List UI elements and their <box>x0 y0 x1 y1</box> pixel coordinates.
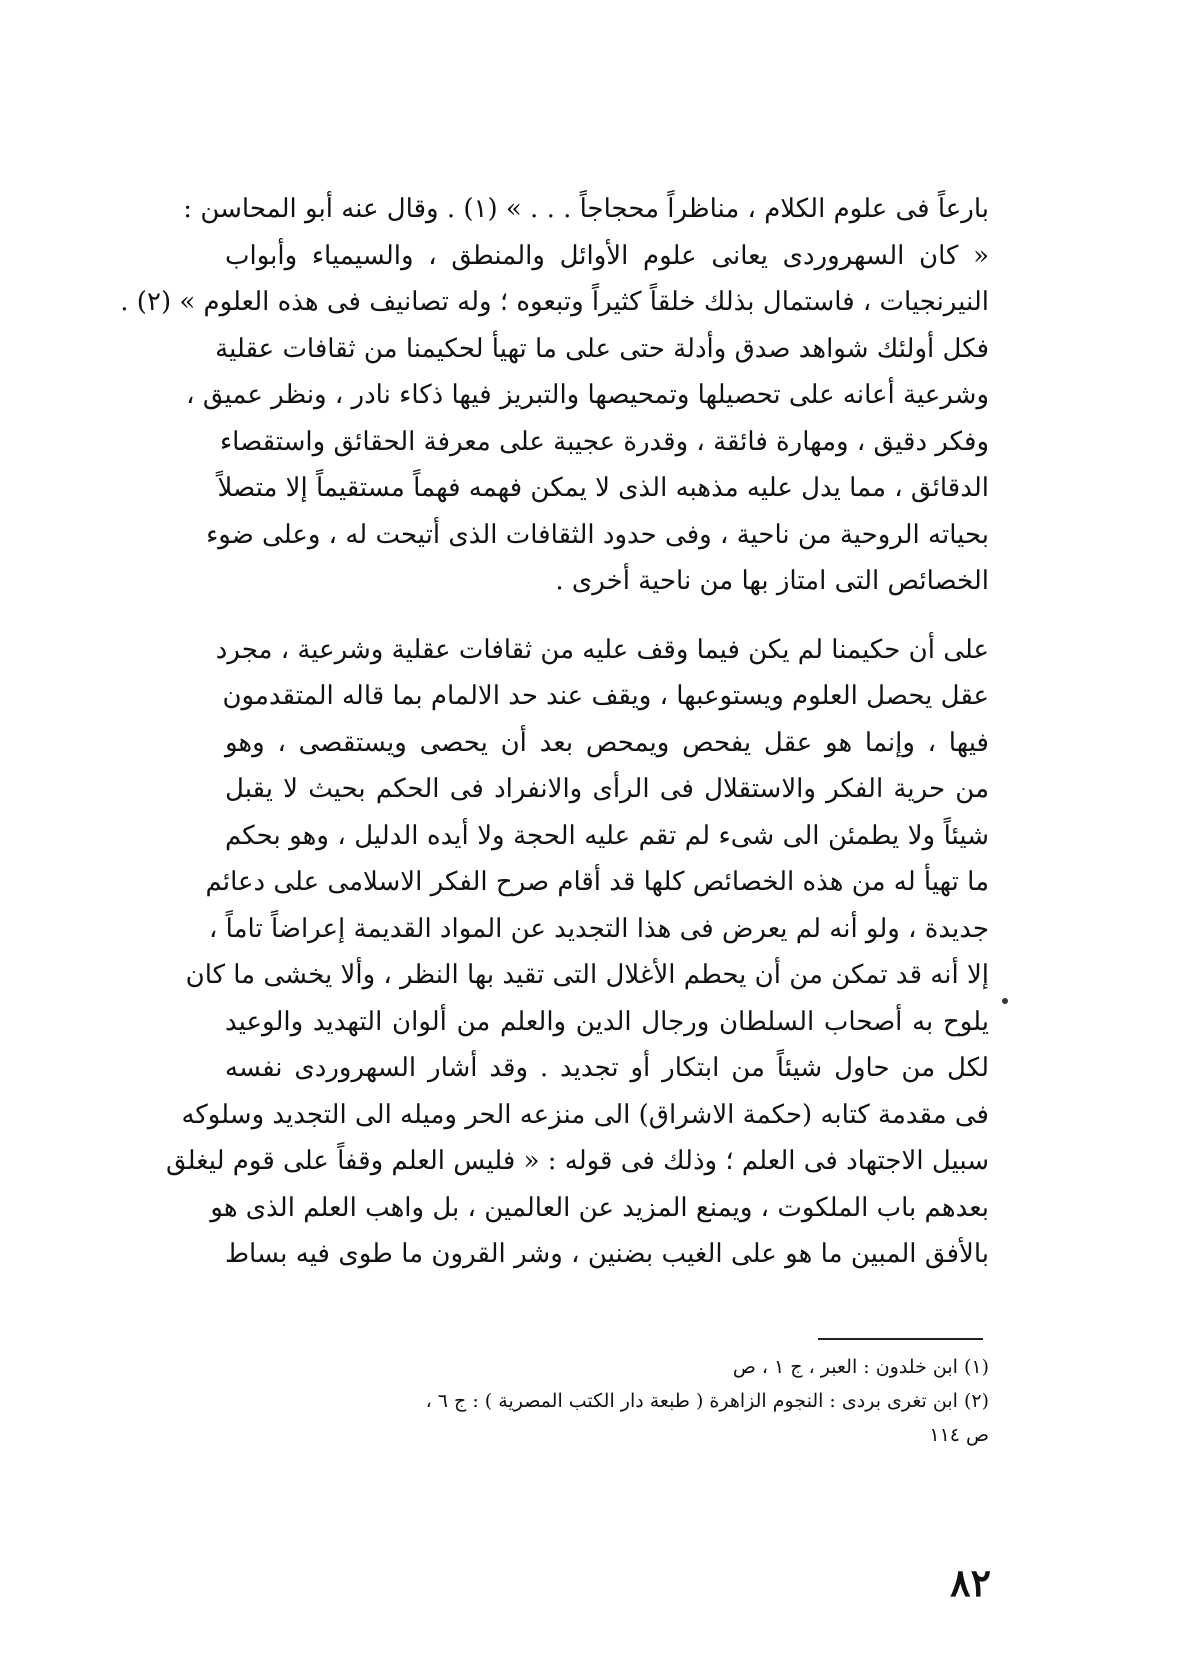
text-line: وشرعية أعانه على تحصيلها وتمحيصها والتبريز فيها ذكاء نادر ، ونظر عميق ، <box>186 380 989 410</box>
text-line: من حرية الفكر والاستقلال فى الرأى والانفراد فى الحكم بحيث لا يقبل <box>225 774 989 804</box>
text-line: بالأفق المبين ما هو على الغيب بضنين ، وشر القرون ما طوى فيه بساط <box>225 1239 989 1269</box>
text-line: فيها ، وإنما هو عقل يفحص ويمحص بعد أن يحصى ويستقصى ، وهو <box>225 727 989 758</box>
text-line: ما تهيأ له من هذه الخصائص كلها قد أقام صرح الفكر الاسلامى على دعائم <box>205 867 989 897</box>
text-line: فكل أولئك شواهد صدق وأدلة حتى على ما تهيأ لحكيمنا من ثقافات عقلية <box>215 333 989 364</box>
footnote-2-continuation: ص ١١٤ <box>929 1424 989 1446</box>
footnote-2: (٢) ابن تغرى بردى : النجوم الزاهرة ( طبعة دار الكتب المصرية ) : ج ٦ ، <box>425 1390 989 1412</box>
body-text <box>120 186 989 1278</box>
text-line: لكل من حاول شيئاً من ابتكار أو تجديد . وقد أشار السهروردى نفسه <box>225 1053 989 1083</box>
paragraph-1 <box>120 186 989 605</box>
text-line: فى مقدمة كتابه (حكمة الاشراق) الى منزعه الحر وميله الى التجديد وسلوكه <box>181 1099 989 1130</box>
text-line: وفكر دقيق ، ومهارة فائقة ، وقدرة عجيبة على معرفة الحقائق واستقصاء <box>219 426 989 457</box>
text-line: إلا أنه قد تمكن من أن يحطم الأغلال التى تقيد بها النظر ، وألا يخشى ما كان <box>185 960 989 990</box>
text-line: عقل يحصل العلوم ويستوعبها ، ويقف عند حد الالمام بما قاله المتقدمون <box>222 681 989 711</box>
text-line: شيئاً ولا يطمئن الى شىء لم تقم عليه الحجة ولا أيده الدليل ، وهو بحكم <box>225 820 989 851</box>
text-line: بارعاً فى علوم الكلام ، مناظراً محجاجاً . . . » (١) . وقال عنه أبو المحاسن : <box>183 194 989 224</box>
paragraph-2 <box>165 627 989 1278</box>
footnotes <box>225 1350 989 1452</box>
text-line: سبيل الاجتهاد فى العلم ؛ وذلك فى قوله : « فليس العلم وقفاً على قوم ليغلق <box>165 1146 989 1176</box>
paragraph-spacer <box>225 605 989 627</box>
page-number: ٨٢ <box>950 1560 991 1605</box>
text-line: يلوح به أصحاب السلطان ورجال الدين والعلم من ألوان التهديد والوعيد <box>225 1006 989 1037</box>
footnote-1: (١) ابن خلدون : العبر ، ج ١ ، ص <box>732 1356 989 1378</box>
text-line: بعدهم باب الملكوت ، ويمنع المزيد عن العالمين ، بل واهب العلم الذى هو <box>210 1192 989 1223</box>
text-line: النيرنجيات ، فاستمال بذلك خلقاً كثيراً وتبعوه ؛ وله تصانيف فى هذه العلوم » (٢) . <box>120 287 989 317</box>
footnote-divider <box>818 1338 983 1340</box>
text-line: الدقائق ، مما يدل عليه مذهبه الذى لا يمكن فهمه فهماً مستقيماً إلا متصلاً <box>217 473 989 503</box>
text-line: الخصائص التى امتاز بها من ناحية أخرى . <box>555 566 989 596</box>
text-line: بحياته الروحية من ناحية ، وفى حدود الثقافات الذى أتيحت له ، وعلى ضوء <box>206 519 989 550</box>
margin-dot-mark <box>1002 998 1008 1004</box>
text-line: على أن حكيمنا لم يكن فيما وقف عليه من ثقافات عقلية وشرعية ، مجرد <box>215 634 989 665</box>
text-line: جديدة ، ولو أنه لم يعرض فى هذا التجديد عن المواد القديمة إعراضاً تاماً ، <box>209 913 989 944</box>
text-line: « كان السهروردى يعانى علوم الأوائل والمنطق ، والسيمياء وأبواب <box>225 240 989 271</box>
